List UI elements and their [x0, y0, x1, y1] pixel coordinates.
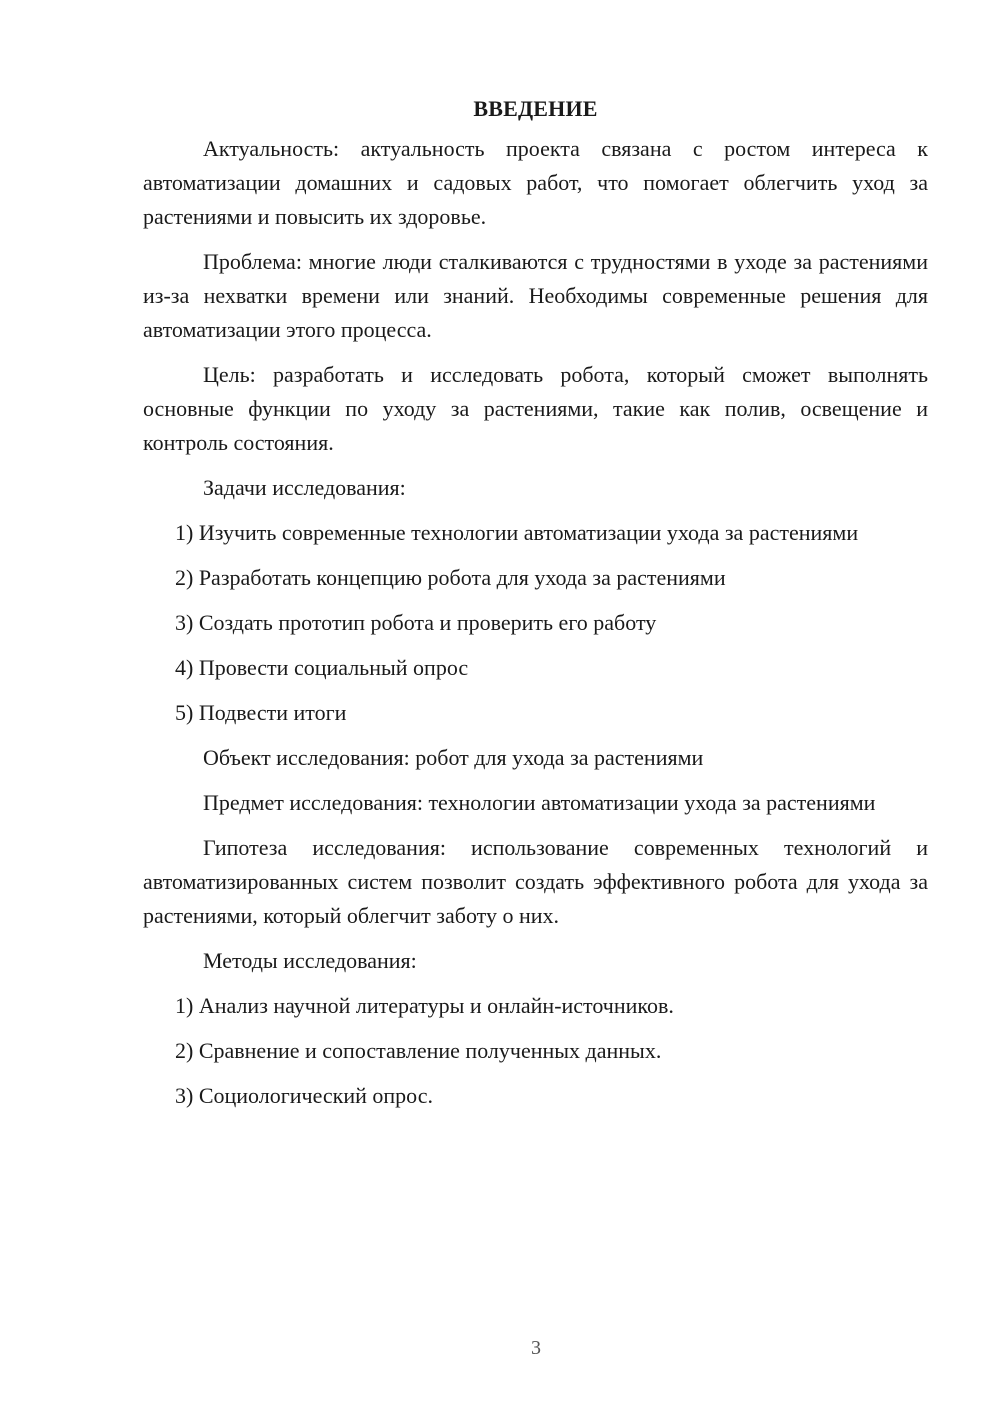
list-item: 5) Подвести итоги — [175, 700, 347, 725]
section-title: ВВЕДЕНИЕ — [473, 96, 598, 121]
list-item: 2) Сравнение и сопоставление полученных данных. — [175, 1038, 662, 1063]
paragraph-object: Объект исследования: робот для ухода за растениями — [203, 745, 704, 770]
task-list — [143, 516, 928, 730]
methods-heading: Методы исследования: — [203, 948, 417, 973]
page-number: 3 — [531, 1337, 541, 1359]
paragraph-relevance: Актуальность: актуальность проекта связана с ростом интереса к автоматизации домашних и садовых работ, что помогает облегчить уход за растениями и повысить их здоровье. — [143, 136, 928, 229]
paragraph-subject: Предмет исследования: технологии автоматизации ухода за растениями — [203, 790, 876, 815]
page-content — [143, 92, 928, 1124]
method-list — [143, 989, 928, 1113]
paragraph-hypothesis: Гипотеза исследования: использование современных технологий и автоматизированных систем позволит создать эффективного робота для ухода за растениями, который облегчит заботу о них. — [143, 835, 928, 928]
paragraph-goal: Цель: разработать и исследовать робота, который сможет выполнять основные функции по уходу за растениями, такие как полив, освещение и контроль состояния. — [143, 362, 928, 455]
list-item: 1) Анализ научной литературы и онлайн-источников. — [175, 993, 674, 1018]
list-item: 3) Социологический опрос. — [175, 1083, 433, 1108]
paragraph-problem: Проблема: многие люди сталкиваются с трудностями в уходе за растениями из-за нехватки времени или знаний. Необходимы современные решения для автоматизации этого процесса. — [143, 249, 928, 342]
list-item: 2) Разработать концепцию робота для ухода за растениями — [175, 565, 726, 590]
tasks-heading: Задачи исследования: — [203, 475, 406, 500]
list-item: 3) Создать прототип робота и проверить его работу — [175, 610, 657, 635]
list-item: 1) Изучить современные технологии автоматизации ухода за растениями — [175, 520, 859, 545]
list-item: 4) Провести социальный опрос — [175, 655, 469, 680]
